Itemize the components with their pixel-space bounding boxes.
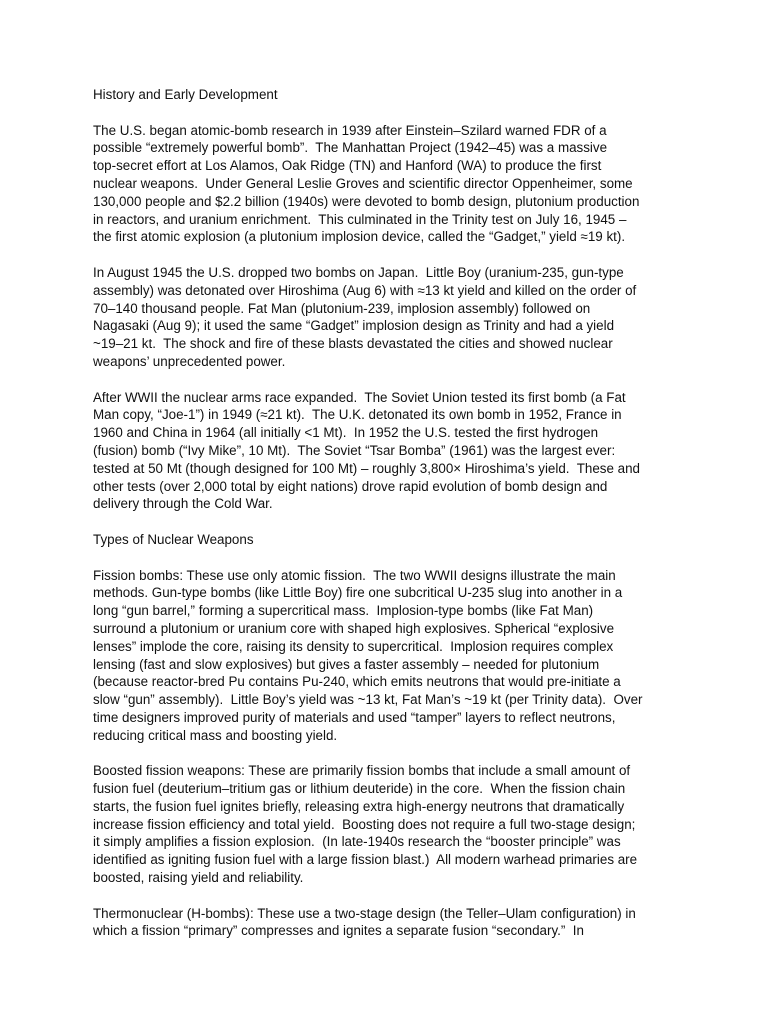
paragraph — [93, 762, 693, 887]
text-line: nuclear weapons. Under General Leslie Groves and scientific director Oppenheimer, some — [93, 175, 633, 191]
text-line: ~19–21 kt. The shock and fire of these blasts devastated the cities and showed nuclear — [93, 336, 613, 352]
text-line: The U.S. began atomic‑bomb research in 1939 after Einstein–Szilard warned FDR of a — [93, 122, 607, 138]
text-line: methods. Gun-type bombs (like Little Boy) fire one subcritical U‑235 slug into another in a — [93, 585, 623, 601]
section-heading: History and Early Development — [93, 87, 278, 102]
text-line: weapons’ unprecedented power. — [93, 353, 286, 369]
text-line: in reactors, and uranium enrichment. This culminated in the Trinity test on July 16, 1945 – — [93, 211, 627, 227]
text-line: lenses” implode the core, raising its density to supercritical. Implosion requires complex — [93, 638, 614, 654]
section-heading: Types of Nuclear Weapons — [93, 531, 254, 547]
text-line: lensing (fast and slow explosives) but gives a faster assembly – needed for plutonium — [93, 656, 600, 672]
text-line: 130,000 people and $2.2 billion (1940s) were devoted to bomb design, plutonium production — [93, 193, 640, 209]
paragraph — [93, 264, 693, 371]
text-line: (because reactor-bred Pu contains Pu-240, which emits neutrons that would pre-initiate a — [93, 674, 621, 690]
text-line: (fusion) bomb (“Ivy Mike”, 10 Mt). The Soviet “Tsar Bomba” (1961) was the largest ever: — [93, 442, 616, 458]
text-line: 1960 and China in 1964 (all initially <1 Mt). In 1952 the U.S. tested the first hydrogen — [93, 425, 599, 441]
text-line: possible “extremely powerful bomb”. The Manhattan Project (1942–45) was a massive — [93, 140, 608, 156]
text-line: long “gun barrel,” forming a supercritical mass. Implosion-type bombs (like Fat Man) — [93, 603, 594, 619]
text-line: Boosted fission weapons: These are primarily fission bombs that include a small amount of — [93, 763, 631, 779]
text-line: delivery through the Cold War. — [93, 496, 273, 512]
text-line: Man copy, “Joe-1”) in 1949 (≈21 kt). The U.K. detonated its own bomb in 1952, France in — [93, 407, 622, 423]
text-line: reducing critical mass and boosting yield. — [93, 727, 338, 743]
text-line: Nagasaki (Aug 9); it used the same “Gadget” implosion design as Trinity and had a yield — [93, 318, 615, 334]
text-line: fusion fuel (deuterium–tritium gas or lithium deuteride) in the core. When the fission chain — [93, 781, 626, 797]
text-line: the first atomic explosion (a plutonium implosion device, called the “Gadget,” yield ≈19 kt). — [93, 229, 626, 245]
paragraph — [93, 122, 693, 247]
text-line: other tests (over 2,000 total by eight nations) drove rapid evolution of bomb design and — [93, 478, 608, 494]
paragraph-gap — [93, 744, 693, 762]
document-page — [93, 86, 693, 940]
text-line: identified as igniting fusion fuel with a large fission blast.) All modern warhead primaries are — [93, 852, 638, 868]
text-line: tested at 50 Mt (though designed for 100 Mt) – roughly 3,800× Hiroshima’s yield. These and — [93, 460, 640, 476]
text-line: time designers improved purity of materials and used “tamper” layers to reflect neutrons, — [93, 709, 616, 725]
text-line: surround a plutonium or uranium core with shaped high explosives. Spherical “explosive — [93, 620, 615, 636]
text-line: boosted, raising yield and reliability. — [93, 870, 304, 886]
text-line: which a fission “primary” compresses and ignites a separate fusion “secondary.” In — [93, 923, 584, 939]
paragraph-gap — [93, 549, 693, 567]
paragraph-gap — [93, 513, 693, 531]
text-line: Fission bombs: These use only atomic fission. The two WWII designs illustrate the main — [93, 567, 616, 583]
paragraph-gap — [93, 887, 693, 905]
text-line: assembly) was detonated over Hiroshima (Aug 6) with ≈13 kt yield and killed on the order of — [93, 282, 637, 298]
paragraph — [93, 905, 693, 941]
text-line: 70–140 thousand people. Fat Man (plutonium-239, implosion assembly) followed on — [93, 300, 591, 316]
text-line: slow “gun” assembly). Little Boy’s yield was ~13 kt, Fat Man’s ~19 kt (per Trinity data). Over — [93, 692, 643, 708]
text-line: In August 1945 the U.S. dropped two bombs on Japan. Little Boy (uranium-235, gun-type — [93, 264, 624, 280]
paragraph — [93, 567, 693, 745]
paragraph — [93, 389, 693, 514]
text-line: Thermonuclear (H‑bombs): These use a two-stage design (the Teller–Ulam configuration) in — [93, 905, 636, 921]
paragraph-gap — [93, 246, 693, 264]
text-line: After WWII the nuclear arms race expanded. The Soviet Union tested its first bomb (a Fat — [93, 389, 626, 405]
text-line: starts, the fusion fuel ignites briefly, releasing extra high-energy neutrons that dramatically — [93, 798, 625, 814]
paragraph-gap — [93, 104, 693, 122]
text-line: top-secret effort at Los Alamos, Oak Ridge (TN) and Hanford (WA) to produce the first — [93, 158, 602, 174]
text-line: it simply amplifies a fission explosion. (In late-1940s research the “booster principle” was — [93, 834, 621, 850]
paragraph-gap — [93, 371, 693, 389]
text-line: increase fission efficiency and total yield. Boosting does not require a full two-stage design; — [93, 816, 636, 832]
